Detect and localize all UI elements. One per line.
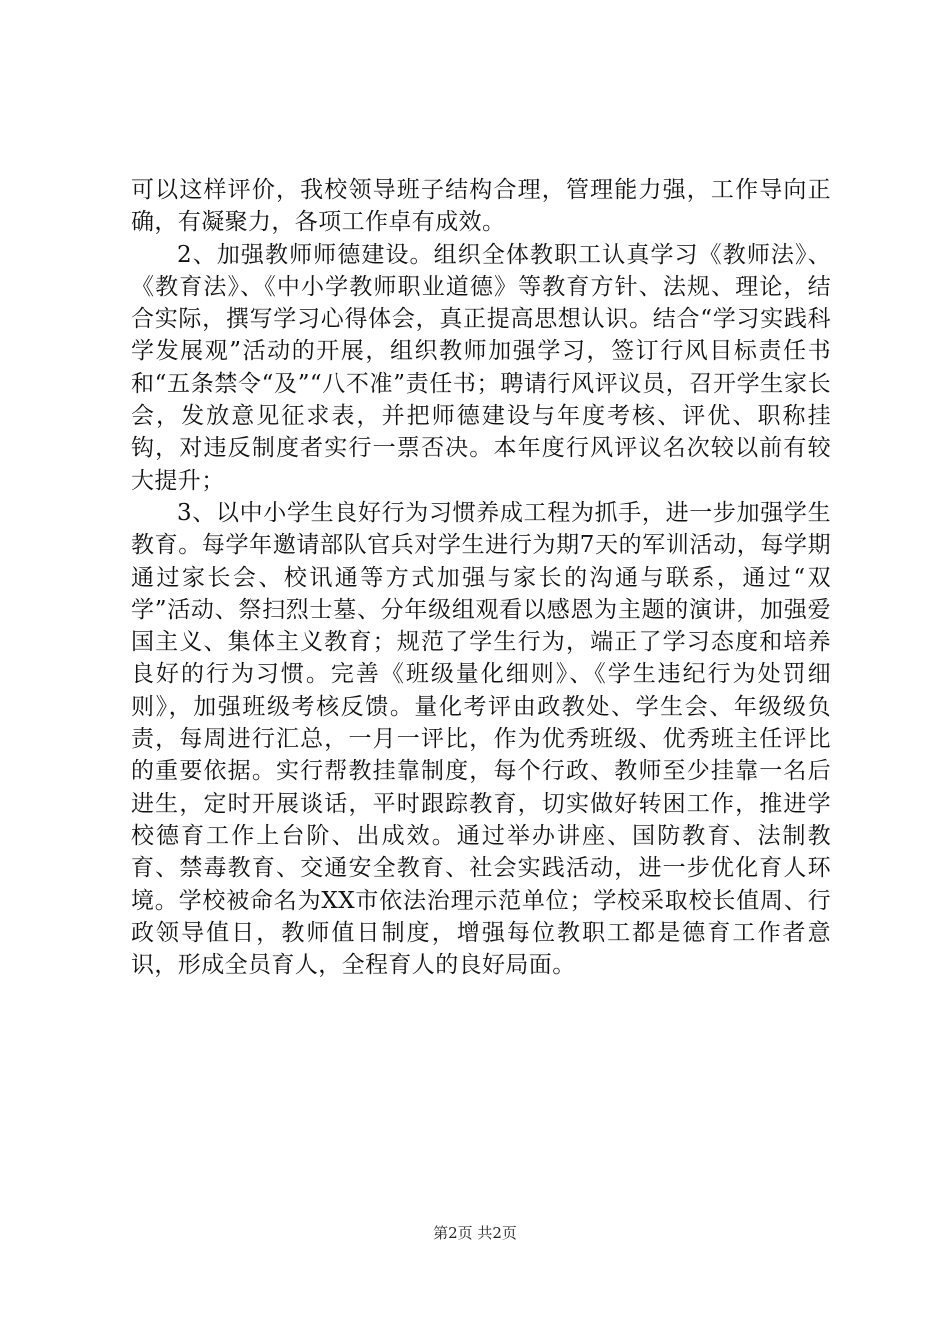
page-footer: 第2页 共2页 xyxy=(433,1224,517,1242)
paragraph-leadership-evaluation: 可以这样评价，我校领导班子结构合理，管理能力强，工作导向正确，有凝聚力，各项工作卓有成效。 xyxy=(131,177,831,236)
paragraph-student-education: 3、以中小学生良好行为习惯养成工程为抓手，进一步加强学生教育。每学年邀请部队官兵对学生进行为期7天的军训活动，每学期通过家长会、校讯通等方式加强与家长的沟通与联系，通过“双学”活动、祭扫烈士墓、分年级组观看以感恩为主题的演讲，加强爱国主义、集体主义教育；规范了学生行为，端正了学习态度和培养良好的行为习惯。完善《班级量化细则》、《学生违纪行为处罚细则》，加强班级考核反馈。量化考评由政教处、学生会、年级级负责，每周进行汇总，一月一评比，作为优秀班级、优秀班主任评比的重要依据。实行帮教挂靠制度，每个行政、教师至少挂靠一名后进生，定时开展谈话，平时跟踪教育，切实做好转困工作，推进学校德育工作上台阶、出成效。通过举办讲座、国防教育、法制教育、禁毒教育、交通安全教育、社会实践活动，进一步优化育人环境。学校被命名为XX市依法治理示范单位；学校采取校长值周、行政领导值日，教师值日制度，增强每位教职工都是德育工作者意识，形成全员育人，全程育人的良好局面。 xyxy=(131,499,831,979)
document-body xyxy=(131,174,831,981)
paragraph-teacher-ethics: 2、加强教师师德建设。组织全体教职工认真学习《教师法》、《教育法》、《中小学教师职业道德》等教育方针、法规、理论，结合实际，撰写学习心得体会，真正提高思想认识。结合“学习实践科学发展观”活动的开展，组织教师加强学习，签订行风目标责任书和“五条禁令“及”“八不准”责任书；聘请行风评议员，召开学生家长会，发放意见征求表，并把师德建设与年度考核、评优、职称挂钩，对违反制度者实行一票否决。本年度行风评议名次较以前有较大提升； xyxy=(131,241,831,494)
